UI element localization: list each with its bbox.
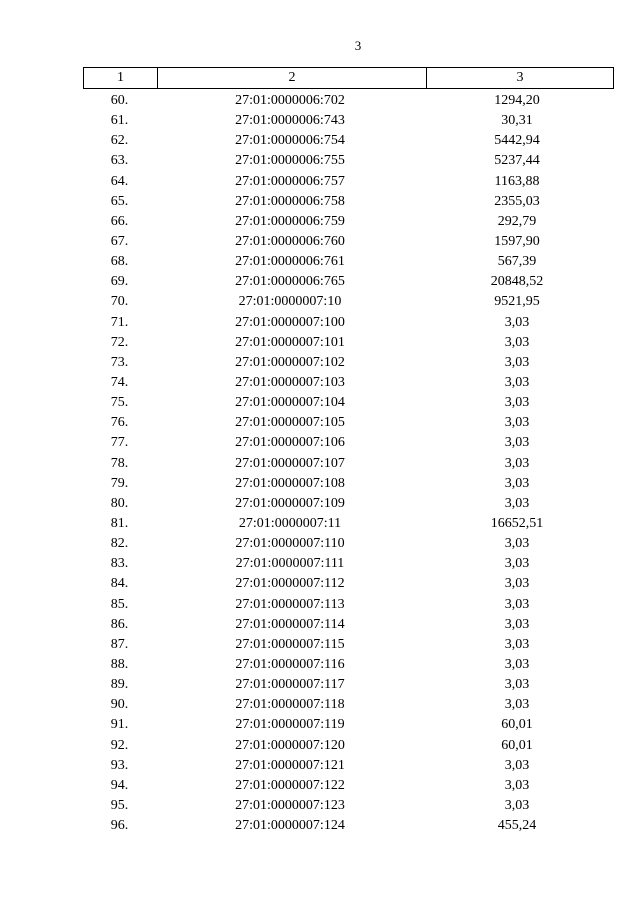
row-number-cell: 62. xyxy=(110,133,129,149)
cadastral-number-cell: 27:01:0000007:114 xyxy=(235,616,345,632)
value-cell: 60,01 xyxy=(501,737,533,753)
row-number-cell: 83. xyxy=(110,556,129,572)
table-row xyxy=(83,313,610,333)
table-row xyxy=(83,474,610,494)
value-cell: 3,03 xyxy=(504,395,530,411)
cadastral-number-cell: 27:01:0000007:112 xyxy=(235,576,345,592)
table-row xyxy=(83,111,610,131)
row-number-cell: 88. xyxy=(110,657,129,672)
row-number-cell: 71. xyxy=(110,314,129,330)
table-row xyxy=(83,192,610,212)
value-cell: 1597,90 xyxy=(494,234,540,250)
table-row xyxy=(83,695,610,715)
table-header xyxy=(83,67,614,89)
row-number-cell: 84. xyxy=(110,576,129,592)
cadastral-number-cell: 27:01:0000006:754 xyxy=(235,133,345,149)
row-number-cell: 65. xyxy=(110,193,129,209)
table-row xyxy=(83,151,610,171)
table-row xyxy=(83,252,610,272)
row-number-cell: 77. xyxy=(110,435,129,451)
table-row xyxy=(83,534,610,554)
row-number-cell: 74. xyxy=(110,375,129,391)
value-cell: 3,03 xyxy=(504,797,530,813)
cadastral-number-cell: 27:01:0000006:702 xyxy=(235,93,345,109)
row-number-cell: 94. xyxy=(110,777,129,793)
row-number-cell: 73. xyxy=(110,354,129,370)
table-row xyxy=(83,675,610,695)
row-number-cell: 89. xyxy=(110,677,129,693)
value-cell: 3,03 xyxy=(504,375,530,391)
row-number-cell: 79. xyxy=(110,475,129,491)
cadastral-number-cell: 27:01:0000007:116 xyxy=(235,657,345,672)
cadastral-number-cell: 27:01:0000007:111 xyxy=(235,556,345,572)
cadastral-number-cell: 27:01:0000007:120 xyxy=(235,737,345,753)
cadastral-number-cell: 27:01:0000007:108 xyxy=(235,475,345,491)
row-number-cell: 67. xyxy=(110,234,129,250)
row-number-cell: 66. xyxy=(110,213,129,229)
cadastral-number-cell: 27:01:0000007:102 xyxy=(235,354,345,370)
cadastral-number-cell: 27:01:0000007:109 xyxy=(235,495,345,511)
cadastral-number-cell: 27:01:0000007:103 xyxy=(235,375,345,391)
value-cell: 3,03 xyxy=(504,697,530,713)
cadastral-number-cell: 27:01:0000007:101 xyxy=(235,334,345,350)
value-cell: 3,03 xyxy=(504,455,530,471)
table-row xyxy=(83,131,610,151)
row-number-cell: 82. xyxy=(110,536,129,552)
cadastral-number-cell: 27:01:0000006:758 xyxy=(235,193,345,209)
row-number-cell: 63. xyxy=(110,153,129,169)
table-row xyxy=(83,172,610,192)
value-cell: 3,03 xyxy=(504,616,530,632)
header-cell-value: 3 xyxy=(427,68,614,89)
row-number-cell: 81. xyxy=(110,516,129,532)
row-number-cell: 90. xyxy=(110,697,129,713)
value-cell: 3,03 xyxy=(504,536,530,552)
header-row xyxy=(84,68,614,89)
value-cell: 3,03 xyxy=(504,475,530,491)
value-cell: 5237,44 xyxy=(494,153,540,169)
table-row xyxy=(83,816,610,836)
table-row xyxy=(83,212,610,232)
table-row xyxy=(83,574,610,594)
table-row xyxy=(83,91,610,111)
cadastral-number-cell: 27:01:0000007:110 xyxy=(235,536,345,552)
value-cell: 3,03 xyxy=(504,435,530,451)
cadastral-number-cell: 27:01:0000007:11 xyxy=(238,516,342,532)
cadastral-number-cell: 27:01:0000006:757 xyxy=(235,173,345,189)
table-row xyxy=(83,292,610,312)
row-number-cell: 91. xyxy=(110,717,129,733)
value-cell: 1294,20 xyxy=(494,93,540,109)
cadastral-number-cell: 27:01:0000006:765 xyxy=(235,274,345,290)
cadastral-number-cell: 27:01:0000007:106 xyxy=(235,435,345,451)
row-number-cell: 92. xyxy=(110,737,129,753)
value-cell: 20848,52 xyxy=(490,274,544,290)
cadastral-number-cell: 27:01:0000007:119 xyxy=(235,717,345,733)
table-row xyxy=(83,232,610,252)
row-number-cell: 96. xyxy=(110,818,129,834)
value-cell: 9521,95 xyxy=(494,294,540,310)
value-cell: 16652,51 xyxy=(490,516,544,532)
row-number-cell: 86. xyxy=(110,616,129,632)
row-number-cell: 87. xyxy=(110,636,129,652)
cadastral-number-cell: 27:01:0000007:113 xyxy=(235,596,345,612)
row-number-cell: 60. xyxy=(110,93,129,109)
table-row xyxy=(83,796,610,816)
table-row xyxy=(83,514,610,534)
table-row xyxy=(83,272,610,292)
table-row xyxy=(83,413,610,433)
table-row xyxy=(83,595,610,615)
value-cell: 3,03 xyxy=(504,314,530,330)
value-cell: 3,03 xyxy=(504,415,530,431)
value-cell: 3,03 xyxy=(504,657,530,672)
value-cell: 292,79 xyxy=(497,213,537,229)
value-cell: 60,01 xyxy=(501,717,533,733)
value-cell: 3,03 xyxy=(504,757,530,773)
cadastral-number-cell: 27:01:0000007:105 xyxy=(235,415,345,431)
row-number-cell: 76. xyxy=(110,415,129,431)
cadastral-number-cell: 27:01:0000006:755 xyxy=(235,153,345,169)
table-row xyxy=(83,736,610,756)
table-row xyxy=(83,715,610,735)
table-row xyxy=(83,393,610,413)
table-row xyxy=(83,635,610,655)
row-number-cell: 70. xyxy=(110,294,129,310)
value-cell: 30,31 xyxy=(501,113,533,129)
table-row xyxy=(83,756,610,776)
value-cell: 3,03 xyxy=(504,354,530,370)
cadastral-number-cell: 27:01:0000007:124 xyxy=(235,818,345,834)
value-cell: 3,03 xyxy=(504,777,530,793)
row-number-cell: 85. xyxy=(110,596,129,612)
cadastral-number-cell: 27:01:0000006:759 xyxy=(235,213,345,229)
page-number: 3 xyxy=(354,38,362,53)
row-number-cell: 95. xyxy=(110,797,129,813)
cadastral-number-cell: 27:01:0000007:10 xyxy=(238,294,342,310)
value-cell: 1163,88 xyxy=(494,173,540,189)
row-number-cell: 93. xyxy=(110,757,129,773)
table-row xyxy=(83,373,610,393)
table-row xyxy=(83,494,610,514)
table-row xyxy=(83,554,610,574)
cadastral-number-cell: 27:01:0000007:104 xyxy=(235,395,345,411)
header-cell-number: 1 xyxy=(84,68,158,89)
cadastral-number-cell: 27:01:0000007:121 xyxy=(235,757,345,773)
table-row xyxy=(83,353,610,373)
table-row xyxy=(83,655,610,675)
value-cell: 3,03 xyxy=(504,556,530,572)
row-number-cell: 80. xyxy=(110,495,129,511)
table-row xyxy=(83,433,610,453)
table-row xyxy=(83,776,610,796)
cadastral-number-cell: 27:01:0000007:123 xyxy=(235,797,345,813)
value-cell: 2355,03 xyxy=(494,193,540,209)
value-cell: 3,03 xyxy=(504,677,530,693)
table-body xyxy=(83,91,610,836)
value-cell: 567,39 xyxy=(497,254,537,270)
cadastral-number-cell: 27:01:0000007:107 xyxy=(235,455,345,471)
cadastral-number-cell: 27:01:0000006:743 xyxy=(235,113,345,129)
cadastral-number-cell: 27:01:0000007:117 xyxy=(235,677,345,693)
value-cell: 3,03 xyxy=(504,334,530,350)
cadastral-number-cell: 27:01:0000006:760 xyxy=(235,234,345,250)
cadastral-number-cell: 27:01:0000007:122 xyxy=(235,777,345,793)
cadastral-number-cell: 27:01:0000007:115 xyxy=(235,636,345,652)
row-number-cell: 75. xyxy=(110,395,129,411)
row-number-cell: 64. xyxy=(110,173,129,189)
row-number-cell: 68. xyxy=(110,254,129,270)
cadastral-number-cell: 27:01:0000006:761 xyxy=(235,254,345,270)
table-row xyxy=(83,454,610,474)
cadastral-number-cell: 27:01:0000007:118 xyxy=(235,697,345,713)
value-cell: 3,03 xyxy=(504,636,530,652)
row-number-cell: 78. xyxy=(110,455,129,471)
value-cell: 5442,94 xyxy=(494,133,540,149)
value-cell: 3,03 xyxy=(504,576,530,592)
row-number-cell: 69. xyxy=(110,274,129,290)
table-row xyxy=(83,615,610,635)
cadastral-number-cell: 27:01:0000007:100 xyxy=(235,314,345,330)
row-number-cell: 72. xyxy=(110,334,129,350)
value-cell: 3,03 xyxy=(504,495,530,511)
value-cell: 3,03 xyxy=(504,596,530,612)
header-cell-cadastral: 2 xyxy=(158,68,427,89)
value-cell: 455,24 xyxy=(497,818,537,834)
table-row xyxy=(83,333,610,353)
row-number-cell: 61. xyxy=(110,113,129,129)
